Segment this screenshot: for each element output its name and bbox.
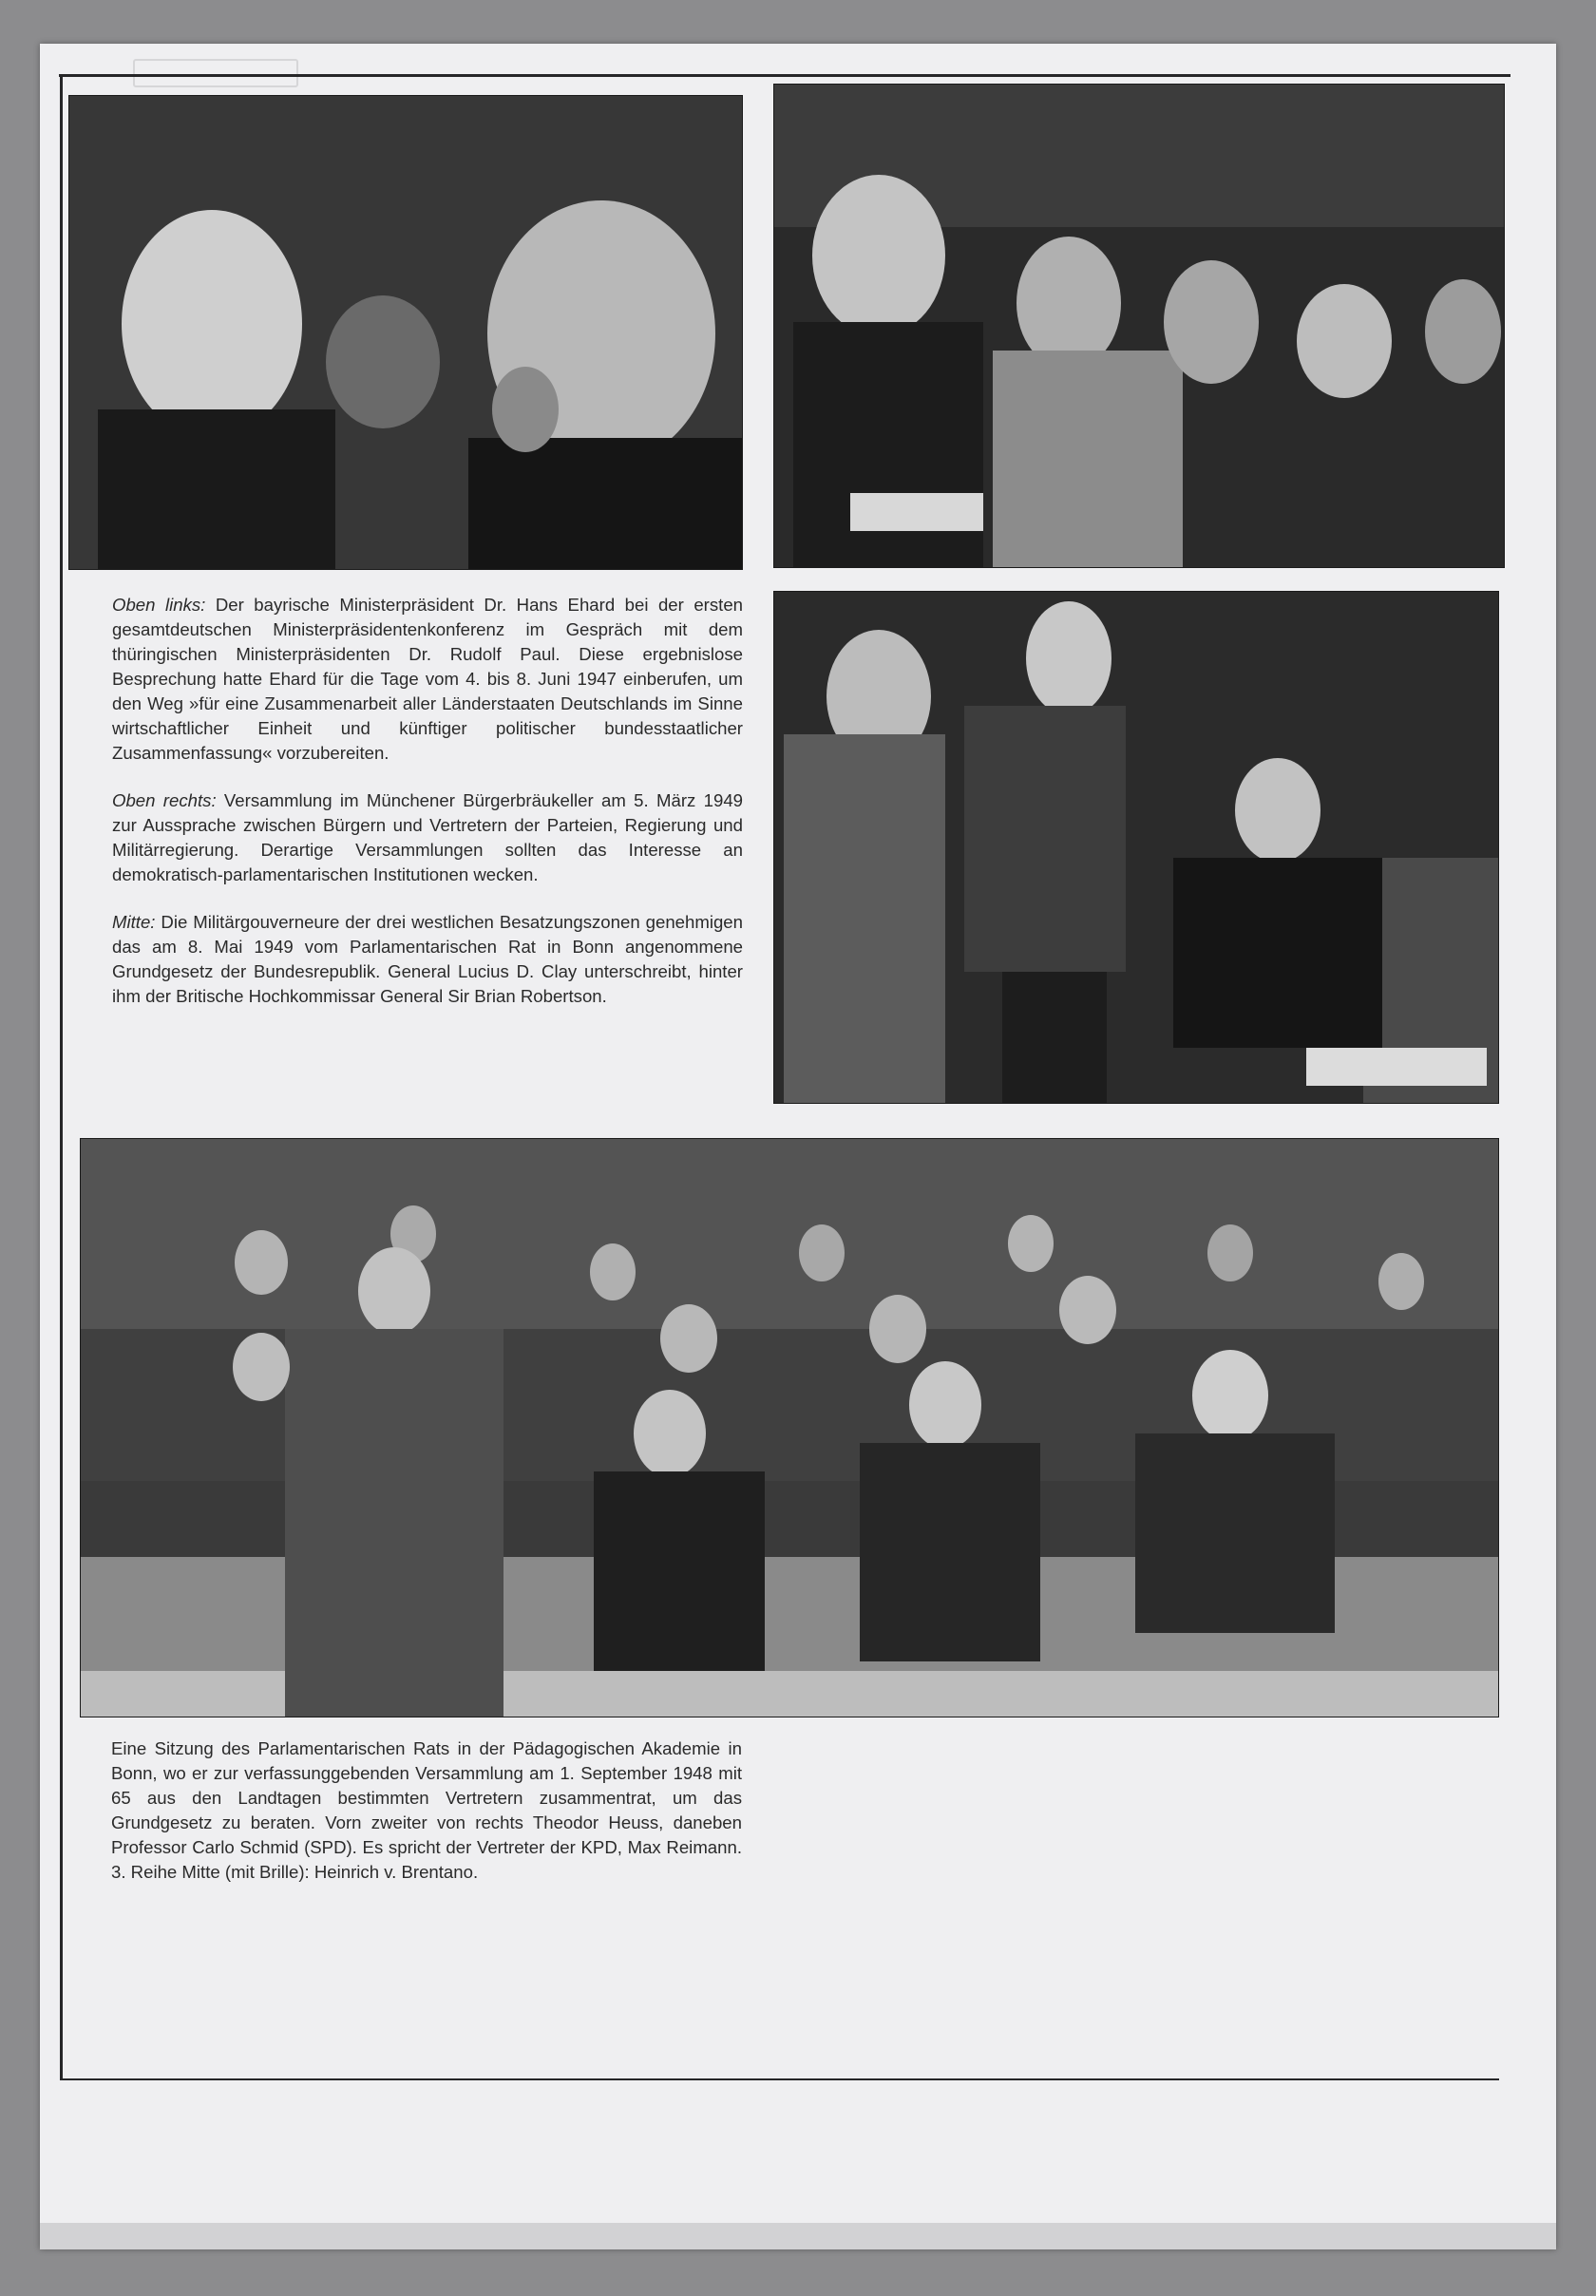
caption-label: Mitte: bbox=[112, 912, 156, 932]
frame-line-bottom bbox=[60, 2078, 1499, 2080]
caption-text: Die Militärgouverneure der drei westlichen Besatzungszonen genehmigen das am 8. Mai 1949 vom Parlamentarischen Rat in Bonn angenommene Grundgesetz der Bundesrepublik. General Lucius D. Clay unterschreibt, hinter ihm der Britische Hochkommissar General Sir Brian Robertson. bbox=[112, 912, 743, 1006]
caption-text: Versammlung im Münchener Bürgerbräukeller am 5. März 1949 zur Aussprache zwischen Bürgern und Vertretern der Parteien, Regierung und Militärregierung. Derartige Versammlungen sollten das Interesse an demokratisch-parlamentarischen Institutionen wecken. bbox=[112, 790, 743, 884]
caption-label: Oben links: bbox=[112, 595, 206, 615]
caption-mitte bbox=[112, 910, 743, 1009]
photo-middle-right bbox=[773, 591, 1499, 1104]
frame-line-left bbox=[60, 76, 63, 2080]
photo-top-left bbox=[68, 95, 743, 570]
caption-bottom: Eine Sitzung des Parlamentarischen Rats in der Pädagogischen Akademie in Bonn, wo er zur verfassunggebenden Versammlung am 1. September 1948 mit 65 aus den Landtagen bestimmten Vertretern zusammentrat, um das Grundgesetz zu beraten. Vorn zweiter von rechts Theodor Heuss, daneben Professor Carlo Schmid (SPD). Es spricht der Vertreter der KPD, Max Reimann. 3. Reihe Mitte (mit Brille): Heinrich v. Brentano. bbox=[111, 1738, 742, 1882]
photo-top-right bbox=[773, 84, 1505, 568]
frame-line-top bbox=[59, 74, 1510, 77]
caption-text: Der bayrische Ministerpräsident Dr. Hans Ehard bei der ersten gesamtdeutschen Ministerpräsidentenkonferenz im Gespräch mit dem thüringischen Ministerpräsidenten Dr. Rudolf Paul. Diese ergebnislose Besprechung hatte Ehard für die Tage vom 4. bis 8. Juni 1947 einberufen, um den Weg »für eine Zusammenarbeit aller Länderstaaten Deutschlands im Sinne wirtschaftlicher Einheit und künftiger politischer bundesstaatlicher Zusammenfassung« vorzubereiten. bbox=[112, 595, 743, 763]
captions-block bbox=[112, 593, 743, 1032]
photo-parliament-session bbox=[80, 1138, 1499, 1717]
pencil-mark bbox=[133, 59, 298, 87]
caption-oben-rechts bbox=[112, 788, 743, 887]
caption-label: Oben rechts: bbox=[112, 790, 217, 810]
caption-oben-links bbox=[112, 593, 743, 766]
page-edge bbox=[40, 2223, 1556, 2249]
